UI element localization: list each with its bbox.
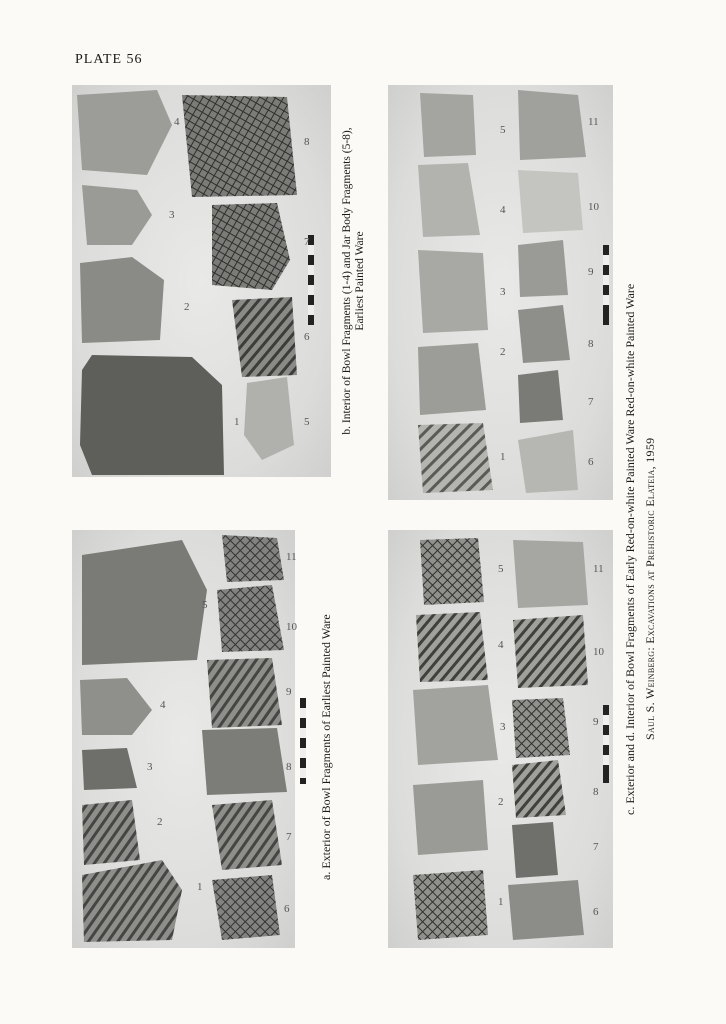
label-b3: 3 xyxy=(169,209,175,221)
sherd-c11 xyxy=(513,540,588,608)
label-b4: 4 xyxy=(174,116,180,128)
label-b1: 1 xyxy=(234,416,240,428)
sherd-d10 xyxy=(518,170,583,233)
sherd-a4 xyxy=(80,678,152,735)
label-c10: 10 xyxy=(593,646,604,658)
label-a11: 11 xyxy=(286,551,297,563)
label-a8: 8 xyxy=(286,761,292,773)
sherd-d6 xyxy=(518,430,578,493)
label-b5: 5 xyxy=(304,416,310,428)
sherd-b1 xyxy=(80,355,224,475)
sherd-b3 xyxy=(82,185,152,245)
sherd-c7 xyxy=(512,822,558,878)
label-c8: 8 xyxy=(593,786,599,798)
sherd-d11 xyxy=(518,90,586,160)
label-c2: 2 xyxy=(498,796,504,808)
sherd-c8 xyxy=(512,760,566,818)
label-d3: 3 xyxy=(500,286,506,298)
label-d6: 6 xyxy=(588,456,594,468)
caption-a: a. Exterior of Bowl Fragments of Earliest Painted Ware xyxy=(319,614,333,880)
sherd-a6 xyxy=(212,875,280,940)
label-d5: 5 xyxy=(500,124,506,136)
caption-b-line2: Earliest Painted Ware xyxy=(354,231,366,331)
label-d7: 7 xyxy=(588,396,594,408)
label-d8: 8 xyxy=(588,338,594,350)
sherd-a3 xyxy=(82,748,137,790)
photo-panel-d xyxy=(388,85,613,500)
label-a7: 7 xyxy=(286,831,292,843)
sherd-d2 xyxy=(418,343,486,415)
sherd-a11 xyxy=(222,535,284,582)
sherd-b4 xyxy=(77,90,172,175)
scale-bar-d xyxy=(603,245,609,325)
sherd-c3 xyxy=(413,685,498,765)
label-c4: 4 xyxy=(498,639,504,651)
caption-b xyxy=(341,96,367,466)
sherd-b5 xyxy=(244,377,294,460)
sherd-d4 xyxy=(418,163,480,237)
panel-c-fragments xyxy=(388,530,613,948)
label-d1: 1 xyxy=(500,451,506,463)
sherd-d5 xyxy=(420,93,476,157)
sherd-b8 xyxy=(182,95,297,197)
label-a10: 10 xyxy=(286,621,297,633)
sherd-a5 xyxy=(82,540,207,665)
label-a1: 1 xyxy=(197,881,203,893)
sherd-c6 xyxy=(508,880,584,940)
sherd-b2 xyxy=(80,257,164,343)
photo-panel-b xyxy=(72,85,331,477)
label-b7: 7 xyxy=(304,236,310,248)
sherd-a8 xyxy=(202,728,287,795)
sherd-c4 xyxy=(416,612,488,682)
sherd-d9 xyxy=(518,240,568,297)
label-a6: 6 xyxy=(284,903,290,915)
label-b8: 8 xyxy=(304,136,310,148)
label-b2: 2 xyxy=(184,301,190,313)
label-b6: 6 xyxy=(304,331,310,343)
photo-panel-a xyxy=(72,530,295,948)
sherd-d3 xyxy=(418,250,488,333)
panel-a-fragments xyxy=(72,530,295,948)
label-d11: 11 xyxy=(588,116,599,128)
label-c6: 6 xyxy=(593,906,599,918)
label-a5: 5 xyxy=(202,599,208,611)
sherd-c1 xyxy=(413,870,488,940)
sherd-a10 xyxy=(217,585,284,652)
label-d10: 10 xyxy=(588,201,599,213)
sherd-a1 xyxy=(82,860,182,942)
label-a2: 2 xyxy=(157,816,163,828)
panel-b-fragments xyxy=(72,85,331,477)
sherd-c5 xyxy=(420,538,484,605)
sherd-c9 xyxy=(512,698,570,758)
label-c11: 11 xyxy=(593,563,604,575)
sherd-c2 xyxy=(413,780,488,855)
caption-cd: c. Exterior and d. Interior of Bowl Fragments of Early Red-on-white Painted Ware Red-on-white Painted Ware xyxy=(623,283,637,815)
sherd-d7 xyxy=(518,370,563,423)
sherd-a9 xyxy=(207,658,282,728)
label-d9: 9 xyxy=(588,266,594,278)
sherd-d1 xyxy=(418,423,493,493)
label-c9: 9 xyxy=(593,716,599,728)
label-c1: 1 xyxy=(498,896,504,908)
photo-panel-c xyxy=(388,530,613,948)
author-line: Saul S. Weinberg: Excavations at Prehistoric Elateia, 1959 xyxy=(643,437,657,740)
sherd-a2 xyxy=(82,800,140,865)
plate-title: PLATE 56 xyxy=(75,52,143,67)
label-d2: 2 xyxy=(500,346,506,358)
label-c7: 7 xyxy=(593,841,599,853)
scale-bar-b xyxy=(308,235,314,325)
label-a3: 3 xyxy=(147,761,153,773)
sherd-d8 xyxy=(518,305,570,363)
label-d4: 4 xyxy=(500,204,506,216)
sherd-b6 xyxy=(232,297,297,377)
sherd-b7 xyxy=(212,203,290,290)
sherd-a7 xyxy=(212,800,282,870)
caption-b-line1: b. Interior of Bowl Fragments (1-4) and Jar Body Fragments (5-8), xyxy=(341,127,353,435)
label-a4: 4 xyxy=(160,699,166,711)
label-c3: 3 xyxy=(500,721,506,733)
scale-bar-c xyxy=(603,705,609,783)
scale-bar-a xyxy=(300,698,306,784)
sherd-c10 xyxy=(513,615,588,688)
label-c5: 5 xyxy=(498,563,504,575)
label-a9: 9 xyxy=(286,686,292,698)
panel-d-fragments xyxy=(388,85,613,500)
